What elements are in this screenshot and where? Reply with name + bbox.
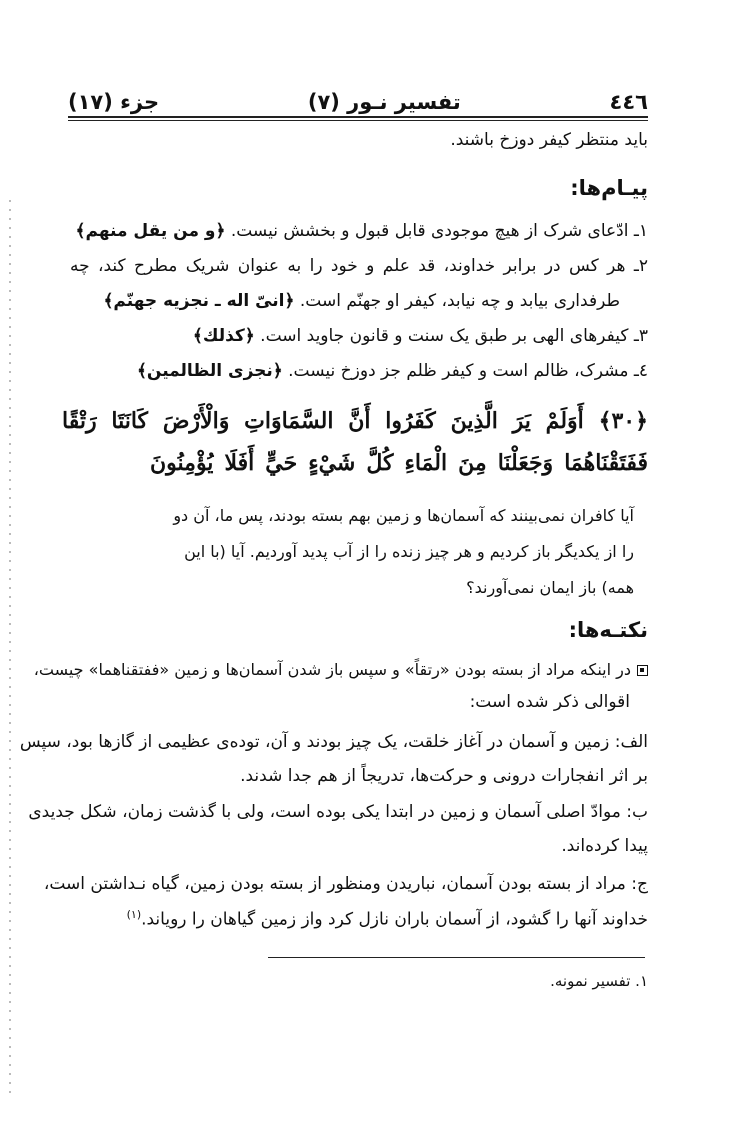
message-quote: ﴿کذلك﴾	[192, 326, 255, 346]
note-alef-line2: بر اثر انفجارات درونی و حرکت‌ها، تدریجاً از هم جدا شدند.	[240, 766, 648, 786]
footnote-rule	[268, 957, 645, 958]
message-item-3	[193, 325, 648, 346]
translation-line-2: را از یکدیگر باز کردیم و هر چیز زنده را از آب پدید آوردیم. آیا (با این	[184, 542, 634, 561]
message-item-1	[76, 220, 648, 241]
footnote: ١. تفسیر نمونه.	[550, 972, 648, 990]
note-jim-line2	[127, 908, 648, 930]
square-bullet-icon	[637, 665, 648, 676]
footnote-reference: (١)	[126, 908, 142, 921]
note-jim-line1: ج: مراد از بسته بودن آسمان، نباریدن ومنظور از بسته بودن زمین، گیاه نـداشتن است،	[43, 874, 648, 894]
notes-intro-text: در اینکه مراد از بسته بودن «رتقاً» و سپس باز شدن آسمان‌ها و زمین «ففتقناهما» چیست،	[33, 660, 631, 679]
note-be-line2: پیدا کرده‌اند.	[561, 836, 648, 856]
book-title: تفسیر نـور (٧)	[307, 90, 461, 114]
message-quote: ﴿و من یقل منهم﴾	[75, 221, 226, 241]
message-quote: ﴿نجزی الظالمین﴾	[136, 361, 283, 381]
header-rule	[68, 116, 648, 118]
verse-text: أَوَلَمْ يَرَ الَّذِينَ كَفَرُوا أَنَّ السَّمَاوَاتِ وَالْأَرْضَ كَانَتَا رَتْقًا	[62, 408, 584, 434]
message-item-2-line1: ٢ـ هر کس در برابر خداوند، قد علم و خود را به عنوان شریک مطرح کند، چه	[70, 256, 648, 276]
margin-dots	[9, 200, 11, 1100]
note-be-line1: ب: موادّ اصلی آسمان و زمین در ابتدا یکی بوده است، ولی با گذشت زمان، شکل جدیدی	[28, 802, 648, 822]
translation-line-3: همه) باز ایمان نمی‌آورند؟	[466, 578, 634, 597]
notes-intro-line1	[33, 660, 648, 679]
translation-line-1: آیا کافران نمی‌بینند که آسمان‌ها و زمین بهم بسته بودند، پس ما، آن دو	[173, 506, 634, 525]
page-number: ٤٤٦	[609, 90, 648, 114]
messages-heading: پیـام‌ها:	[570, 176, 648, 200]
message-quote: ﴿انیّ اله ـ نجزیه جهنّم﴾	[103, 291, 295, 311]
part-label: جزء (١٧)	[68, 90, 160, 114]
verse-line-1	[62, 408, 648, 434]
notes-heading: نکتـه‌ها:	[568, 618, 648, 642]
verse-number: ﴿٣٠﴾	[598, 408, 648, 434]
note-alef-line1: الف: زمین و آسمان در آغاز خلقت، یک چیز بودند و آن، توده‌ی عظیمی از گازها بود، سپس	[19, 732, 648, 752]
intro-line: باید منتظر کیفر دوزخ باشند.	[450, 130, 648, 150]
header-rule-thin	[68, 120, 648, 121]
message-text: طرفداری بیابد و چه نیابد، کیفر او جهنّم است.	[299, 291, 620, 311]
message-item-4	[137, 360, 648, 381]
note-jim-text: خداوند آنها را گشود، از آسمان باران نازل کرد واز زمین گیاهان را رویاند.	[141, 909, 648, 930]
message-item-2-line2	[103, 290, 620, 311]
message-text: ٣ـ کیفرهای الهی بر طبق یک سنت و قانون جاوید است.	[260, 326, 648, 346]
message-text: ٤ـ مشرک، ظالم است و کیفر ظلم جز دوزخ نیست.	[288, 361, 648, 381]
message-text: ١ـ ادّعای شرک از هیچ موجودی قابل قبول و بخشش نیست.	[230, 221, 648, 241]
verse-line-2: فَفَتَقْنَاهُمَا وَجَعَلْنَا مِنَ الْمَاءِ كُلَّ شَيْءٍ حَيٍّ أَفَلَا يُؤْمِنُونَ	[150, 450, 648, 476]
page-header	[68, 80, 648, 114]
notes-intro-line2: اقوالی ذکر شده است:	[469, 692, 630, 712]
